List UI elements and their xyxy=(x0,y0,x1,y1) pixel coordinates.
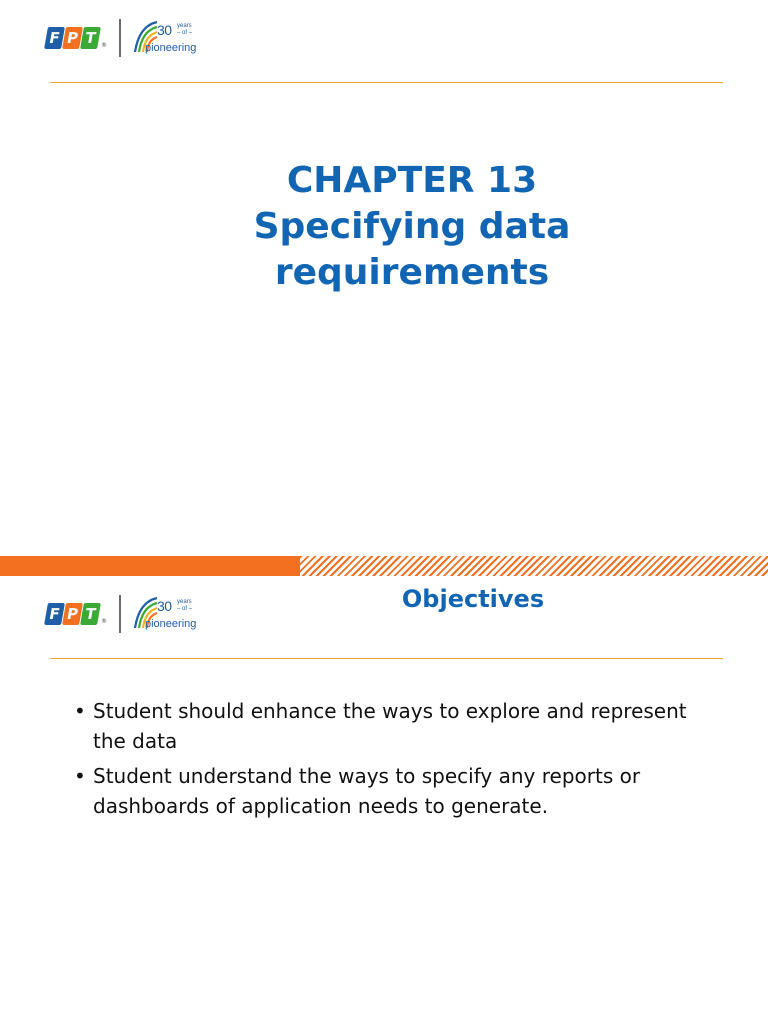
objectives-list xyxy=(74,696,714,826)
title-line: CHAPTER 13 xyxy=(286,160,538,201)
fpt-letter-f: F xyxy=(44,603,65,625)
years-word: pioneering xyxy=(145,42,197,54)
slide-title: Objectives xyxy=(401,585,545,613)
fpt-letter-p: P xyxy=(62,603,83,625)
years-small-text: years – of – xyxy=(177,23,193,36)
header-rule xyxy=(50,658,723,659)
logo-divider xyxy=(119,19,121,57)
fpt-mark xyxy=(46,27,107,49)
band-stripes xyxy=(300,556,768,576)
title-line: requirements xyxy=(274,252,550,293)
years-number: 30 xyxy=(157,22,172,38)
years-word: pioneering xyxy=(145,618,197,630)
registered-mark: ® xyxy=(101,42,107,49)
chapter-title xyxy=(0,158,768,296)
bullet-icon: • xyxy=(74,699,86,723)
slide-separator-band xyxy=(0,556,768,576)
bullet-text: Student understand the ways to specify any reports or dashboards of application needs to generate. xyxy=(93,764,641,818)
years-small-text: years – of – xyxy=(177,599,193,612)
slide-2 xyxy=(0,576,768,1024)
fpt-letter-t: T xyxy=(80,27,101,49)
list-item xyxy=(74,761,714,821)
fpt-logo xyxy=(46,18,203,58)
list-item xyxy=(74,696,714,756)
registered-mark: ® xyxy=(101,618,107,625)
years-number: 30 xyxy=(157,598,172,614)
30-years-logo xyxy=(131,18,203,58)
fpt-letter-t: T xyxy=(80,603,101,625)
fpt-letter-p: P xyxy=(62,27,83,49)
title-line: Specifying data xyxy=(253,206,571,247)
fpt-letter-f: F xyxy=(44,27,65,49)
bullet-text: Student should enhance the ways to explore and represent the data xyxy=(93,699,687,753)
header-rule xyxy=(50,82,723,83)
bullet-icon: • xyxy=(74,764,86,788)
band-solid xyxy=(0,556,308,576)
